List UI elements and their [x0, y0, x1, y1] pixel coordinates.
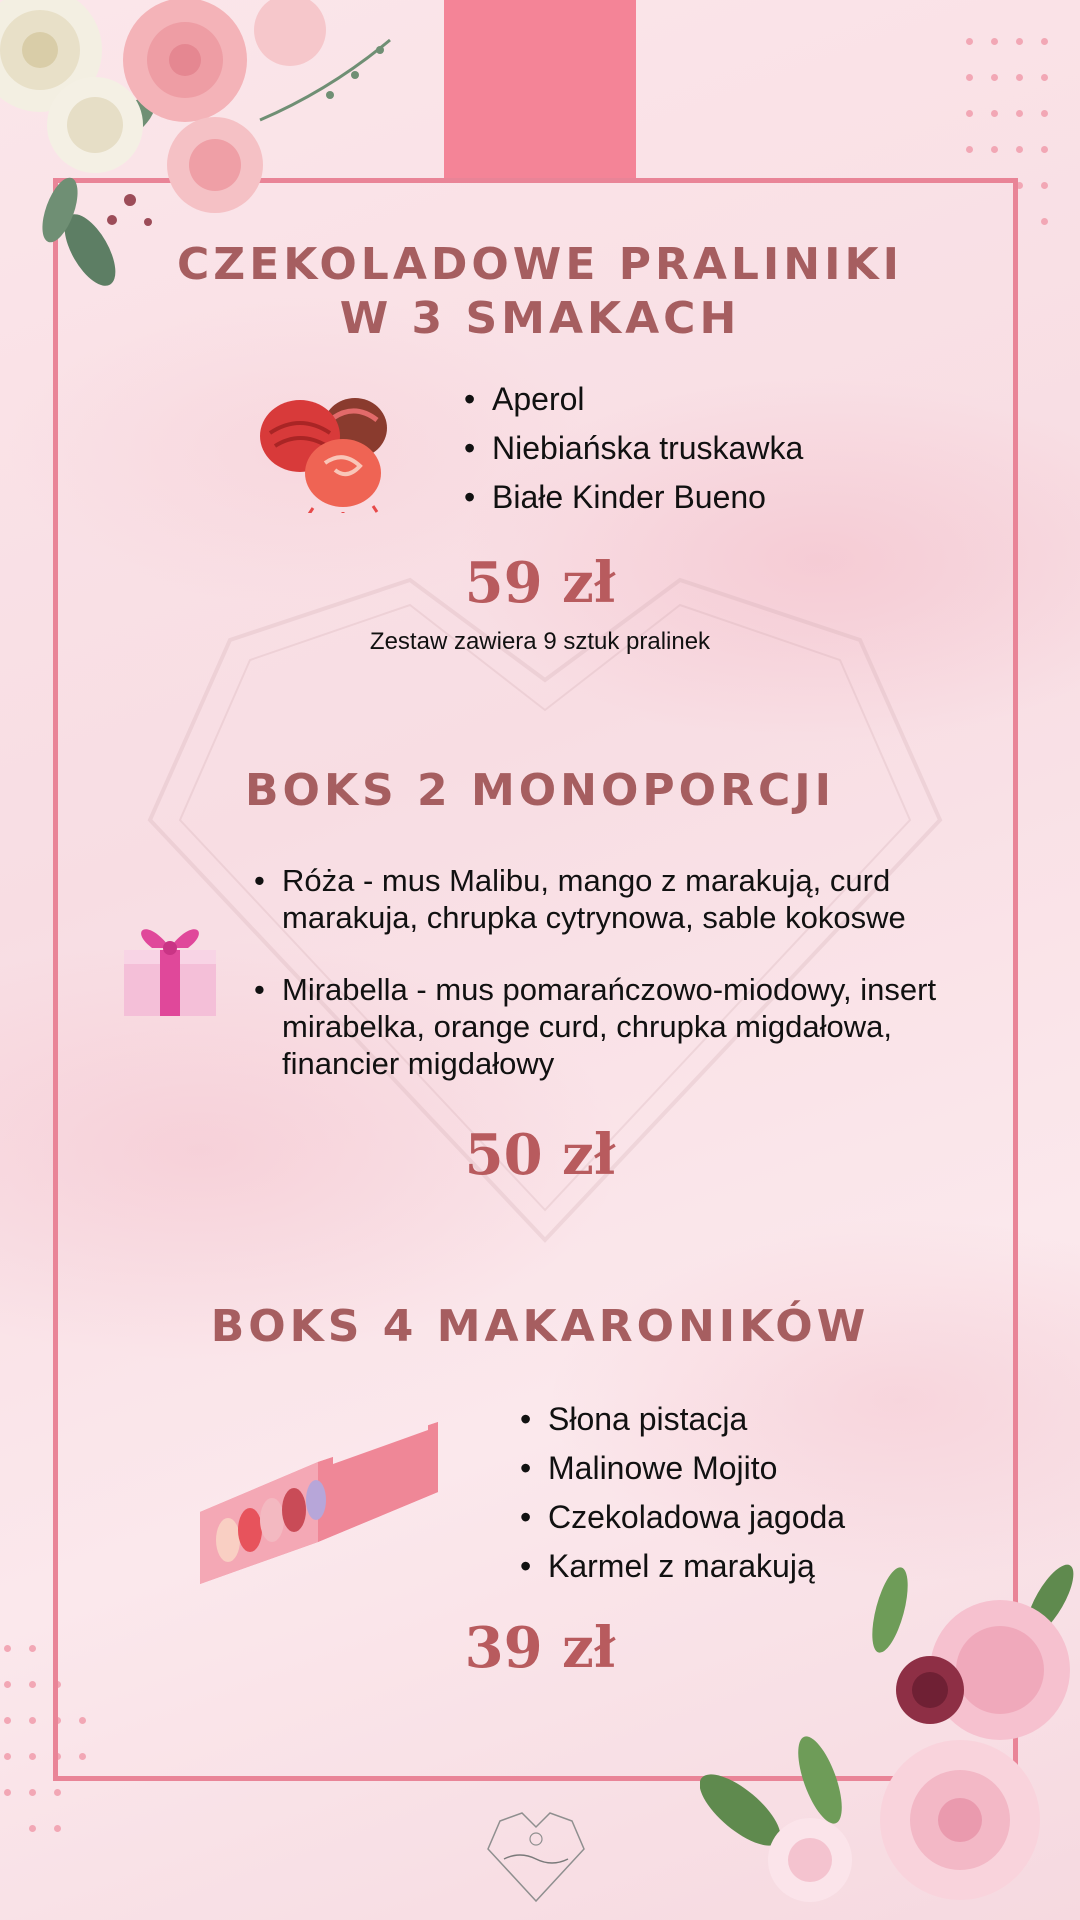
peony-bouquet-icon [700, 1530, 1080, 1920]
list-item: • Karmel z marakują [516, 1542, 956, 1591]
section3-title: BOKS 4 MAKARONIKÓW [210, 1301, 870, 1352]
chocolate-pralines-icon [255, 388, 395, 513]
gift-box-icon [118, 912, 222, 1020]
list-item: • Róża - mus Malibu, mango z marakują, curd marakuja, chrupka cytrynowa, sable kokoswe [250, 862, 950, 936]
section1-note: Zestaw zawiera 9 sztuk pralinek [369, 628, 711, 655]
list-item: • Czekoladowa jagoda [516, 1493, 956, 1542]
section1-title [0, 238, 1080, 346]
section2-title: BOKS 2 MONOPORCJI [245, 765, 835, 816]
list-item: • Niebiańska truskawka [460, 424, 940, 473]
heart-logo-icon [480, 1805, 592, 1905]
list-item: • Słona pistacja [516, 1395, 956, 1444]
list-item: • Mirabella - mus pomarańczowo-miodowy, insert mirabelka, orange curd, chrupka migdałowa, financier migdałowy [250, 971, 950, 1082]
list-item: • Aperol [460, 375, 940, 424]
top-accent-tab [444, 0, 636, 178]
section1-title-line2: W 3 SMAKACH [339, 293, 741, 344]
section2-box-list [250, 862, 950, 1117]
section1-title-line1: CZEKOLADOWE PRALINIKI [177, 239, 903, 290]
macaron-box-icon [198, 1402, 440, 1584]
list-item: • Białe Kinder Bueno [460, 473, 940, 522]
section1-flavor-list [460, 375, 940, 522]
section2-price: 50 zł [464, 1122, 616, 1188]
section3-price: 39 zł [464, 1615, 616, 1681]
list-item: • Malinowe Mojito [516, 1444, 956, 1493]
section1-price: 59 zł [464, 550, 616, 616]
